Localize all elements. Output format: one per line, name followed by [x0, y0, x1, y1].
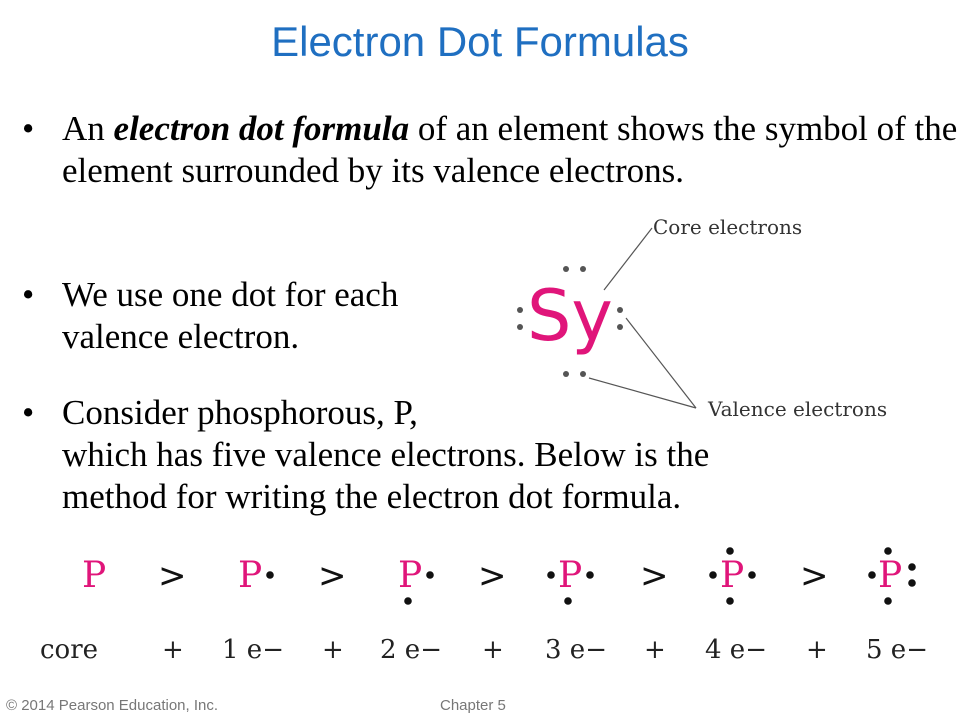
p-symbol-step-2: P	[398, 555, 423, 596]
bullet-marker: •	[22, 275, 35, 314]
step-label: 5 e−	[866, 635, 928, 665]
dot-step-4	[709, 571, 717, 579]
core-pointer-line	[604, 228, 652, 290]
valence-pointer-line	[626, 318, 696, 408]
greater-than-arrow: >	[158, 556, 187, 596]
p-symbol-step-3: P	[558, 555, 583, 596]
bullet-line: which has five valence electrons. Below is the	[62, 435, 710, 474]
greater-than-arrow: >	[640, 556, 669, 596]
core-electrons-label: Core electrons	[653, 215, 803, 239]
dot-step-5	[868, 571, 876, 579]
dot-step-3	[564, 597, 572, 605]
dot-step-2	[426, 571, 434, 579]
step-label: core	[40, 635, 99, 665]
greater-than-arrow: >	[800, 556, 829, 596]
dot-step-3	[547, 571, 555, 579]
valence-dot	[617, 307, 623, 313]
dot-step-4	[726, 547, 734, 555]
element-symbol: Sy	[527, 275, 613, 357]
plus-sign: +	[482, 635, 504, 665]
step-label: 2 e−	[380, 635, 442, 665]
dot-step-4	[748, 571, 756, 579]
p-symbol-step-1: P	[238, 555, 263, 596]
valence-dot	[517, 324, 523, 330]
valence-dot	[617, 324, 623, 330]
greater-than-arrow: >	[478, 556, 507, 596]
plus-sign: +	[162, 635, 184, 665]
dot-step-1	[266, 571, 274, 579]
copyright-footer: © 2014 Pearson Education, Inc.	[6, 697, 219, 714]
chapter-footer: Chapter 5	[440, 697, 506, 714]
step-label: 1 e−	[222, 635, 284, 665]
bullet-line: We use one dot for each	[62, 275, 399, 314]
bullet-emphasis: electron dot formula	[113, 109, 410, 148]
electron-dot-figure	[500, 200, 920, 430]
p-symbol-step-0: P	[82, 555, 107, 596]
dot-step-2	[404, 597, 412, 605]
bullet-line: valence electron.	[62, 317, 300, 356]
bullet-text-post: of an element shows the symbol of the element surrounded by its valence electrons.	[62, 109, 958, 190]
phosphorous-sequence	[0, 535, 960, 695]
valence-dot	[580, 266, 586, 272]
p-symbol-step-4: P	[720, 555, 745, 596]
slide-title: Electron Dot Formulas	[271, 18, 689, 65]
dot-step-4	[726, 597, 734, 605]
bullet-marker: •	[22, 109, 35, 148]
dot-step-5	[908, 579, 916, 587]
plus-sign: +	[806, 635, 828, 665]
plus-sign: +	[322, 635, 344, 665]
valence-electrons-label: Valence electrons	[708, 397, 888, 421]
bullet-line: Consider phosphorous, P,	[62, 393, 418, 432]
bullet-text-pre: An	[62, 109, 114, 148]
dot-step-5	[884, 547, 892, 555]
greater-than-arrow: >	[318, 556, 347, 596]
plus-sign: +	[644, 635, 666, 665]
step-label: 3 e−	[545, 635, 607, 665]
bullet-line: method for writing the electron dot formula.	[62, 477, 682, 516]
dot-step-5	[884, 597, 892, 605]
valence-dot	[517, 307, 523, 313]
bullet-marker: •	[22, 393, 35, 432]
dot-step-5	[908, 563, 916, 571]
dot-step-3	[586, 571, 594, 579]
valence-pointer-line	[589, 378, 696, 408]
bullet-item-definition	[22, 108, 960, 192]
valence-dot	[563, 371, 569, 377]
step-label: 4 e−	[705, 635, 767, 665]
p-symbol-step-5: P	[878, 555, 903, 596]
step-labels	[40, 635, 928, 665]
valence-dot	[580, 371, 586, 377]
valence-dot	[563, 266, 569, 272]
